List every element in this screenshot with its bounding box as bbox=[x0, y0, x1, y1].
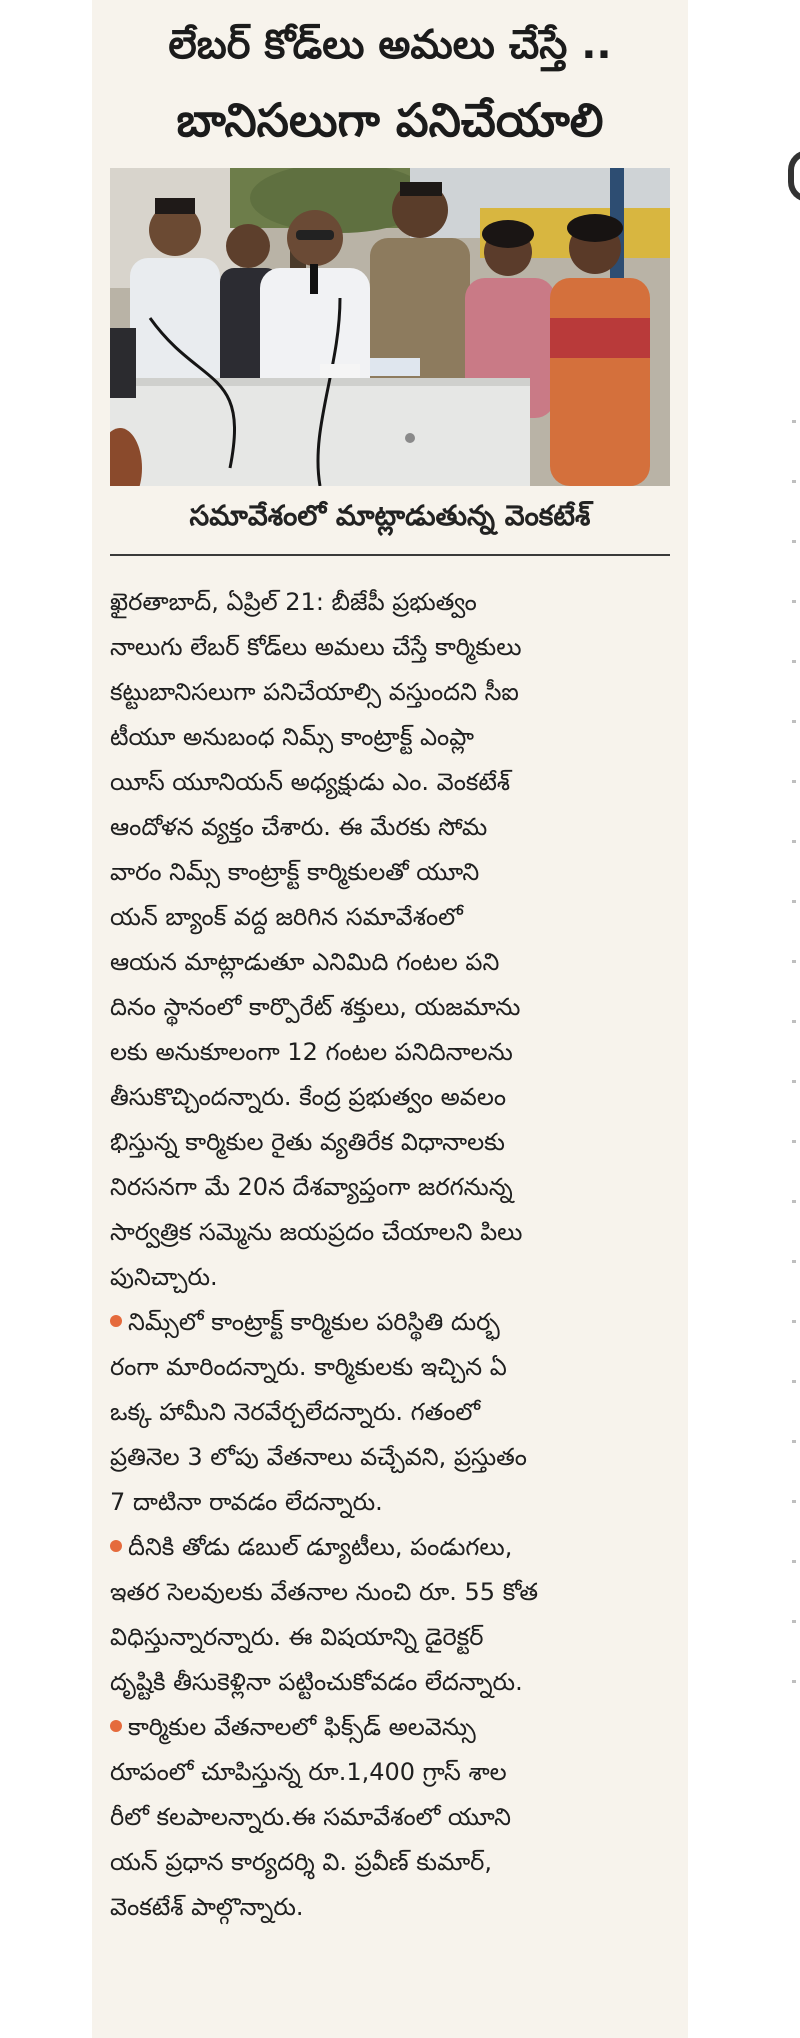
body-line-bullet bbox=[110, 1300, 674, 1345]
body-line: యన్ ప్రధాన కార్యదర్శి వి. ప్రవీణ్ కుమార్, bbox=[110, 1848, 493, 1876]
body-line: ఖైరతాబాద్, ఏప్రిల్ 21: బీజేపీ ప్రభుత్వం bbox=[110, 588, 477, 616]
caption-divider bbox=[110, 554, 670, 556]
news-photo bbox=[110, 168, 670, 486]
body-line: కట్టుబానిసలుగా పనిచేయాల్సి వస్తుందని సీఐ bbox=[110, 678, 519, 706]
body-line: దృష్టికి తీసుకెళ్లినా పట్టించుకోవడం లేదన్నారు. bbox=[110, 1668, 523, 1696]
bullet-icon bbox=[110, 1315, 122, 1327]
body-line: తీసుకొచ్చిందన్నారు. కేంద్ర ప్రభుత్వం అవలం bbox=[110, 1083, 507, 1111]
body-line: ప్రతినెల 3 లోపు వేతనాలు వచ్చేవని, ప్రస్తుతం bbox=[110, 1443, 527, 1471]
body-line-bullet bbox=[110, 1705, 674, 1750]
body-line: టీయూ అనుబంధ నిమ్స్ కాంట్రాక్ట్ ఎంప్లా bbox=[110, 723, 474, 751]
body-line: 7 దాటినా రావడం లేదన్నారు. bbox=[110, 1488, 383, 1516]
body-line: రంగా మారిందన్నారు. కార్మికులకు ఇచ్చిన ఏ bbox=[110, 1353, 507, 1381]
page-edge-dots bbox=[792, 420, 796, 1720]
body-line: నాలుగు లేబర్ కోడ్‌లు అమలు చేస్తే కార్మికులు bbox=[110, 633, 522, 661]
photo-caption: సమావేశంలో మాట్లాడుతున్న వెంకటేశ్ bbox=[189, 499, 591, 532]
newspaper-clipping bbox=[92, 0, 688, 2038]
body-line: పునిచ్చారు. bbox=[110, 1263, 218, 1291]
body-line: వెంకటేశ్ పాల్గొన్నారు. bbox=[110, 1893, 304, 1921]
body-line-bullet bbox=[110, 1525, 674, 1570]
body-line: భిస్తున్న కార్మికుల రైతు వ్యతిరేక విధానాలకు bbox=[110, 1128, 505, 1156]
body-line: యీస్ యూనియన్ అధ్యక్షుడు ఎం. వెంకటేశ్ bbox=[110, 768, 511, 796]
body-line: ఇతర సెలవులకు వేతనాల నుంచి రూ. 55 కోత bbox=[110, 1578, 539, 1606]
body-line-text: నిమ్స్‌లో కాంట్రాక్ట్ కార్మికుల పరిస్థితి దుర్భ bbox=[128, 1308, 500, 1336]
article-body bbox=[110, 580, 674, 1930]
body-line-text: దీనికి తోడు డబుల్ డ్యూటీలు, పండుగలు, bbox=[128, 1533, 513, 1561]
photo-illustration bbox=[110, 168, 670, 486]
body-line: సార్వత్రిక సమ్మెను జయప్రదం చేయాలని పిలు bbox=[110, 1218, 523, 1246]
body-line: దినం స్థానంలో కార్పొరేట్ శక్తులు, యజమాను bbox=[110, 993, 521, 1021]
bullet-icon bbox=[110, 1540, 122, 1552]
page-edge-mark bbox=[788, 150, 800, 202]
body-line: ఒక్క హామీని నెరవేర్చలేదన్నారు. గతంలో bbox=[110, 1398, 481, 1426]
bullet-icon bbox=[110, 1720, 122, 1732]
body-line: యన్ బ్యాంక్ వద్ద జరిగిన సమావేశంలో bbox=[110, 903, 463, 931]
body-line: ఆందోళన వ్యక్తం చేశారు. ఈ మేరకు సోమ bbox=[110, 813, 488, 841]
body-line-text: కార్మికుల వేతనాలలో ఫిక్స్‌డ్ అలవెన్సు bbox=[128, 1713, 476, 1741]
body-line: నిరసనగా మే 20న దేశవ్యాప్తంగా జరగనున్న bbox=[110, 1173, 513, 1201]
headline-line-1: లేబర్ కోడ్‌లు అమలు చేస్తే .. bbox=[168, 22, 612, 68]
body-line: రూపంలో చూపిస్తున్న రూ.1,400 గ్రాస్ శాల bbox=[110, 1758, 507, 1786]
headline-line-2: బానిసలుగా పనిచేయాలి bbox=[176, 93, 604, 147]
body-line: విధిస్తున్నారన్నారు. ఈ విషయాన్ని డైరెక్టర్ bbox=[110, 1623, 484, 1651]
body-line: వారం నిమ్స్ కాంట్రాక్ట్ కార్మికులతో యూని bbox=[110, 858, 480, 886]
body-line: లకు అనుకూలంగా 12 గంటల పనిదినాలను bbox=[110, 1038, 513, 1066]
body-line: ఆయన మాట్లాడుతూ ఎనిమిది గంటల పని bbox=[110, 948, 500, 976]
body-line: రీలో కలపాలన్నారు.ఈ సమావేశంలో యూని bbox=[110, 1803, 511, 1831]
